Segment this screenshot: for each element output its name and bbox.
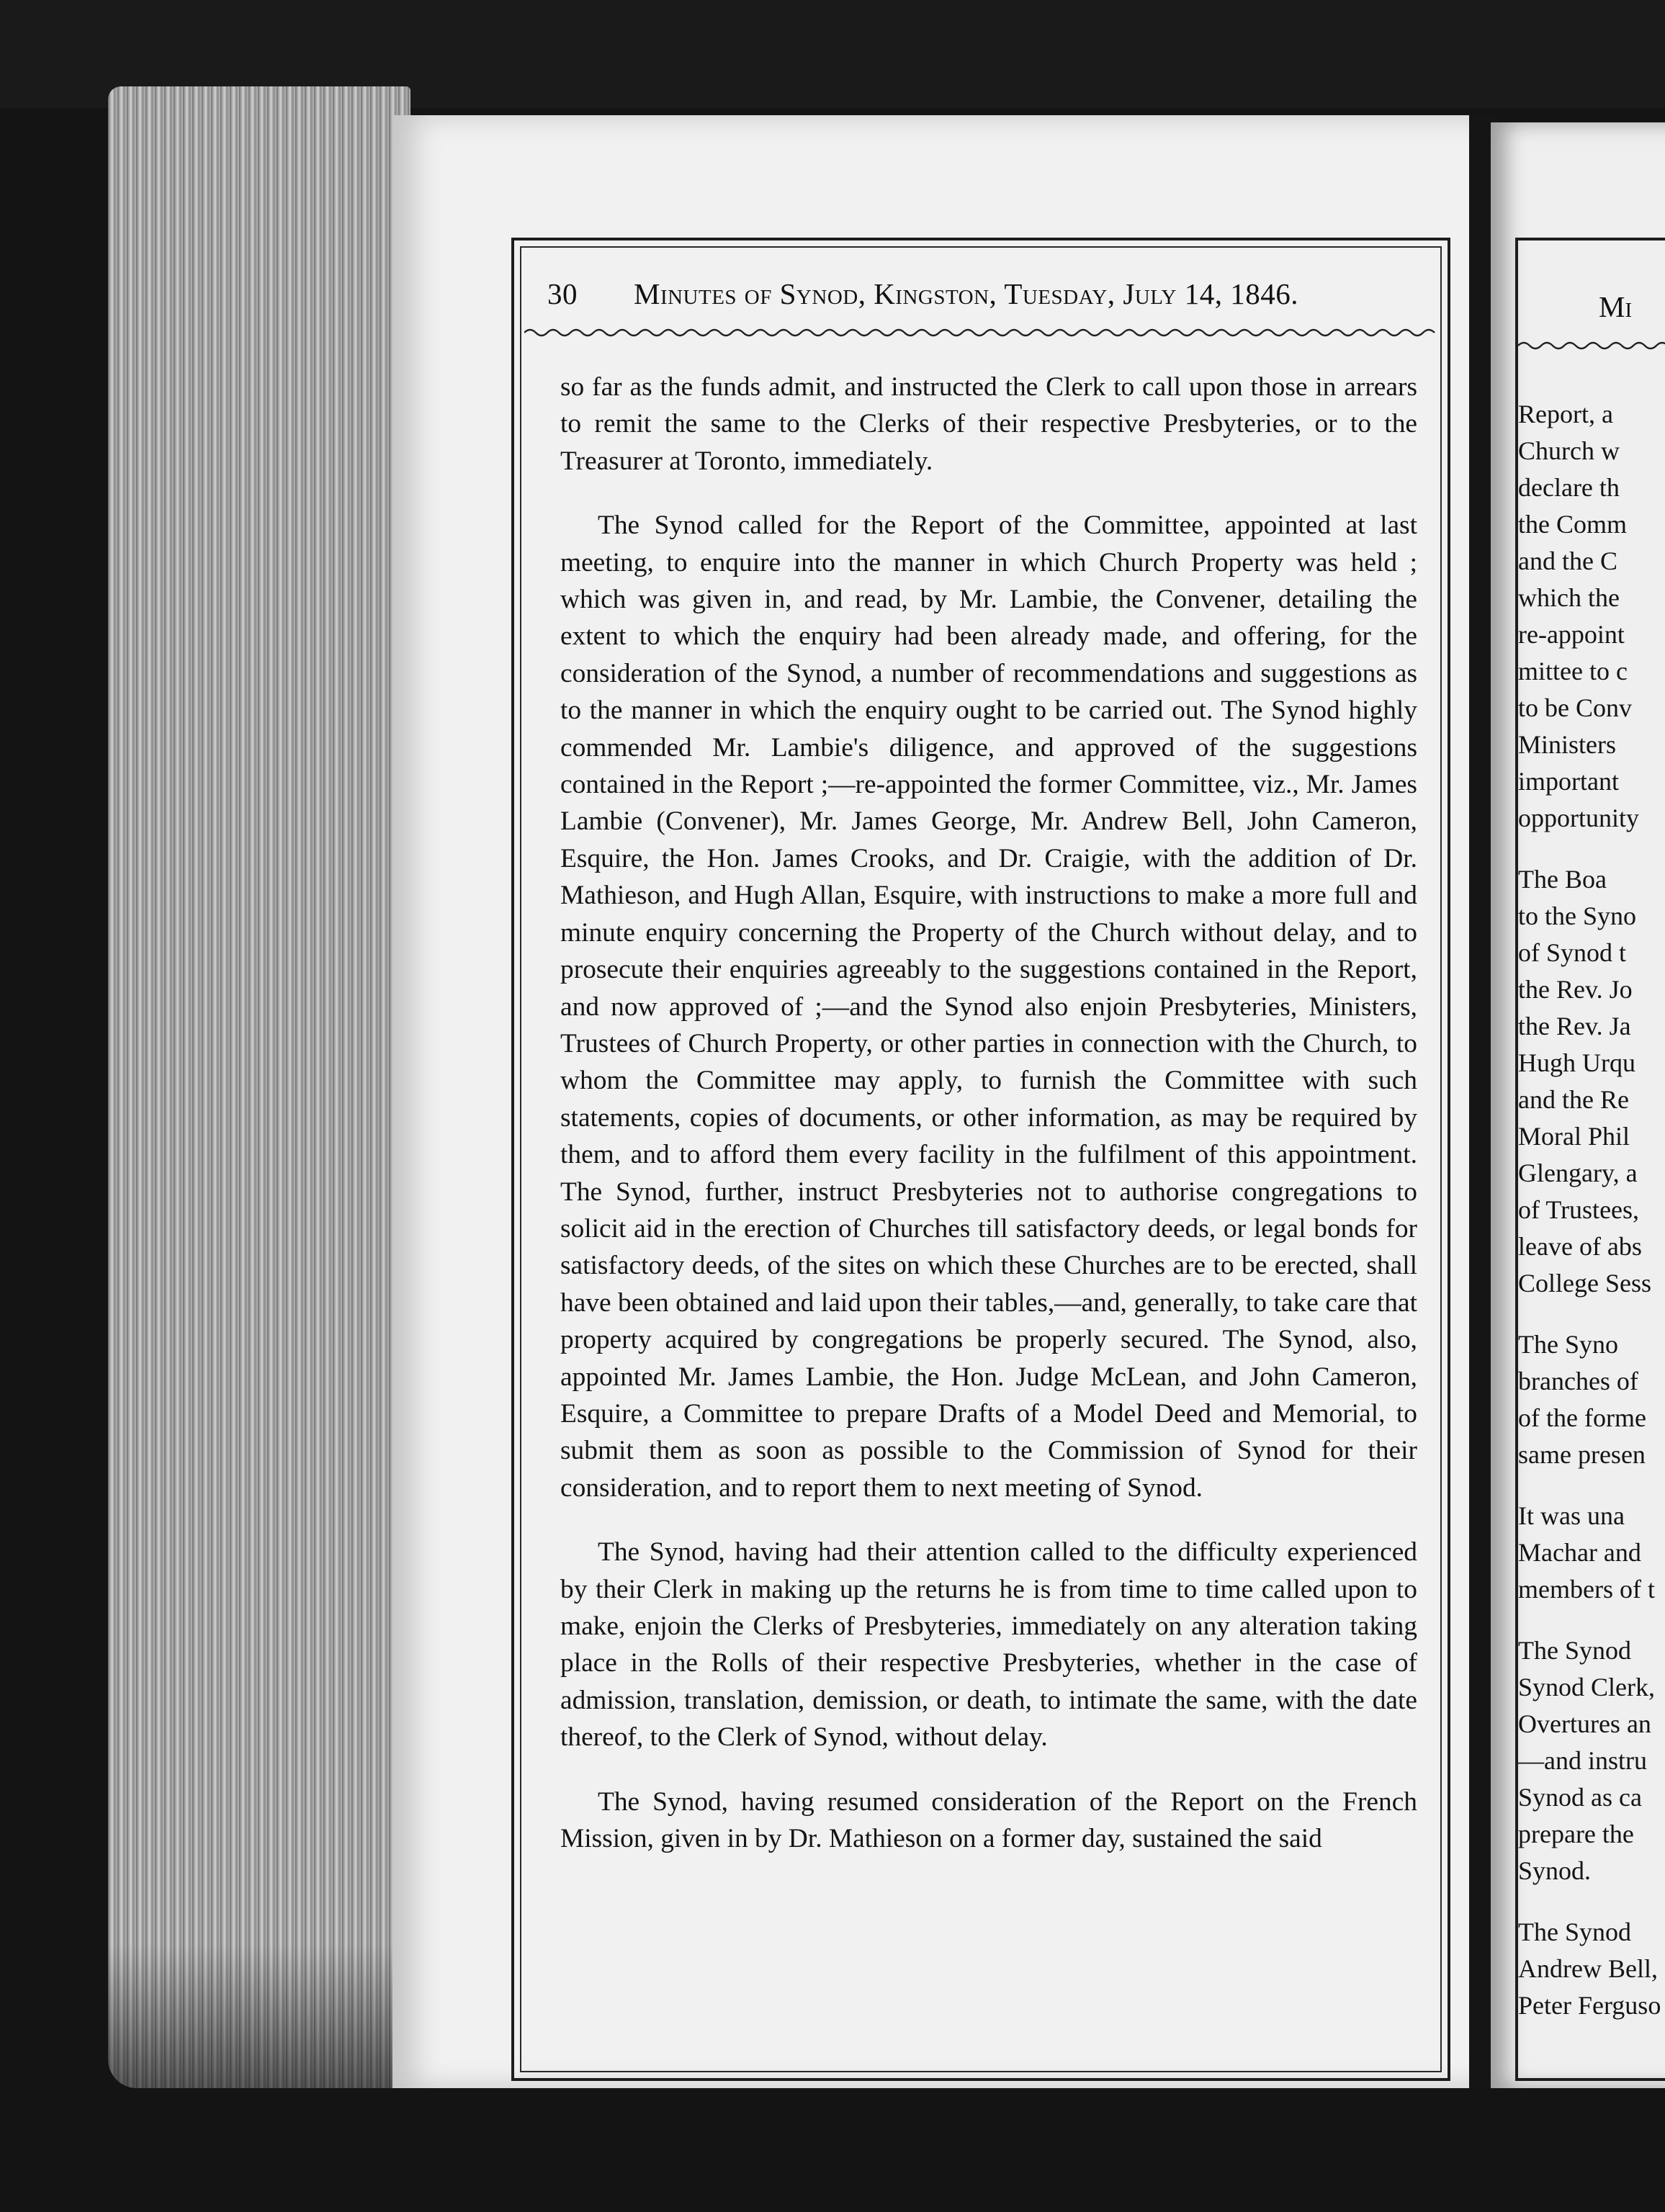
right-running-head: Mi <box>1599 290 1633 323</box>
right-page-line: re-appoint <box>1518 620 1625 649</box>
right-page-line: The Boa <box>1518 865 1607 894</box>
right-page-line: The Synod <box>1518 1636 1631 1665</box>
right-page-line: and the C <box>1518 547 1617 575</box>
right-page-paragraph <box>1518 1632 1665 1889</box>
right-page-line: Glengary, a <box>1518 1159 1638 1187</box>
running-head-title: Minutes of Synod, Kingston, Tuesday, July 14, 1846. <box>634 277 1298 310</box>
right-page-line: which the <box>1518 583 1620 612</box>
right-page-line: same presen <box>1518 1440 1646 1469</box>
right-page-line: —and instru <box>1518 1746 1647 1775</box>
right-page-line: Peter Ferguso <box>1518 1991 1661 2020</box>
right-page-line: Report, a <box>1518 400 1613 428</box>
running-head <box>547 276 1440 311</box>
right-page-line: to the Syno <box>1518 902 1637 930</box>
right-page-line: The Syno <box>1518 1330 1618 1359</box>
right-page-line: Church w <box>1518 436 1620 465</box>
right-page-line: College Sess <box>1518 1269 1651 1298</box>
page-number: 30 <box>547 277 578 310</box>
right-page-line: the Rev. Ja <box>1518 1012 1631 1040</box>
right-page-line: branches of <box>1518 1367 1638 1395</box>
paragraph-4: The Synod, having resumed consideration of the Report on the French Mission, given in by Dr. Mathieson on a former day, sustained the said <box>560 1786 1417 1854</box>
right-page-line: It was una <box>1518 1501 1625 1530</box>
wavy-rule <box>524 325 1442 341</box>
right-page-line: the Comm <box>1518 510 1627 539</box>
right-wavy-rule <box>1518 338 1665 354</box>
right-page-line: leave of abs <box>1518 1232 1642 1261</box>
right-page-paragraph <box>1518 861 1665 1302</box>
right-page-line: and the Re <box>1518 1085 1629 1114</box>
right-page-line: the Rev. Jo <box>1518 975 1633 1004</box>
right-page-line: Synod as ca <box>1518 1783 1642 1812</box>
right-page-line: of the forme <box>1518 1403 1646 1432</box>
right-page-line: prepare the <box>1518 1820 1634 1848</box>
page-edges <box>108 86 410 2088</box>
right-page-line: Machar and <box>1518 1538 1641 1567</box>
right-page-line: Moral Phil <box>1518 1122 1630 1151</box>
right-page-line: opportunity <box>1518 804 1639 832</box>
right-page-line: of Trustees, <box>1518 1195 1640 1224</box>
right-page-paragraph <box>1518 396 1665 837</box>
right-page-line: mittee to c <box>1518 657 1628 685</box>
right-page-paragraph <box>1518 1326 1665 1473</box>
right-page-line: members of t <box>1518 1575 1655 1604</box>
right-page-line: Andrew Bell, <box>1518 1954 1658 1983</box>
right-page-line: The Synod <box>1518 1917 1631 1946</box>
paragraph-1: so far as the funds admit, and instructed the Clerk to call upon those in arrears to remit the same to the Clerks of their respective Presbyteries, or to the Treasurer at Toronto, immediately. <box>560 372 1417 476</box>
right-page-paragraph <box>1518 1498 1665 1608</box>
right-page-line: important <box>1518 767 1619 796</box>
right-page-line: to be Conv <box>1518 693 1632 722</box>
body-text <box>560 369 1417 1884</box>
paragraph-3: The Synod, having had their attention called to the difficulty experienced by their Clerk in making up the returns he is from time to time called upon to make, enjoin the Clerks of Presbyteries, immediately on any alteration taking place in the Rolls of their respective Presbyteries, whether in the case of admission, translation, demission, or death, to intimate the same, with the date thereof, to the Clerk of Synod, without delay. <box>560 1537 1417 1753</box>
right-page-line: of Synod t <box>1518 938 1627 967</box>
right-page-line: Synod Clerk, <box>1518 1673 1656 1701</box>
right-page-line: Overtures an <box>1518 1709 1651 1738</box>
paragraph-2: The Synod called for the Report of the Committee, appointed at last meeting, to enquire into the manner in which Church Property was held ; which was given in, and read, by Mr. Lambie, the Convener, detailing the extent to which the enquiry had been already made, and offering, for the consideration of the Synod, a number of recommendations and suggestions as to the manner in which the enquiry ought to be carried out. The Synod highly commended Mr. Lambie's diligence, and approved of the suggestions contained in the Report ;—re-appointed the former Committee, viz., Mr. James Lambie (Convener), Mr. James George, Mr. Andrew Bell, John Cameron, Esquire, the Hon. James Crooks, and Dr. Craigie, with the addition of Dr. Mathieson, and Hugh Allan, Esquire, with instructions to make a more full and minute enquiry concerning the Property of the Church without delay, and to prosecute their enquiries agreeably to the suggestions contained in the Report, and now approved of ;—and the Synod also enjoin Presbyteries, Ministers, Trustees of Church Property, or other parties in connection with the Church, to whom the Committee may apply, to furnish the Committee with such statements, copies of documents, or other information, as may be required by them, and to afford them every facility in the fulfilment of this appointment. The Synod, further, instruct Presbyteries not to authorise congregations to solicit aid in the erection of Churches till satisfactory deeds, or legal bonds for satisfactory deeds, of the sites on which these Churches are to be erected, shall have been obtained and laid upon their tables,—and, generally, to take care that property acquired by congregations be properly secured. The Synod, also, appointed Mr. James Lambie, the Hon. Judge McLean, and John Cameron, Esquire, a Committee to prepare Drafts of a Model Deed and Memorial, to submit them as soon as possible to the Commission of Synod for their consideration, and to report them to next meeting of Synod. <box>560 511 1417 1503</box>
right-page-line: declare th <box>1518 473 1620 502</box>
right-page-line: Hugh Urqu <box>1518 1048 1635 1077</box>
right-page-text <box>1518 396 1665 2049</box>
right-page-line: Ministers <box>1518 730 1617 759</box>
right-page-line: Synod. <box>1518 1856 1592 1885</box>
page-edges-shadow <box>108 1944 425 2088</box>
right-page-paragraph <box>1518 1914 1665 2024</box>
